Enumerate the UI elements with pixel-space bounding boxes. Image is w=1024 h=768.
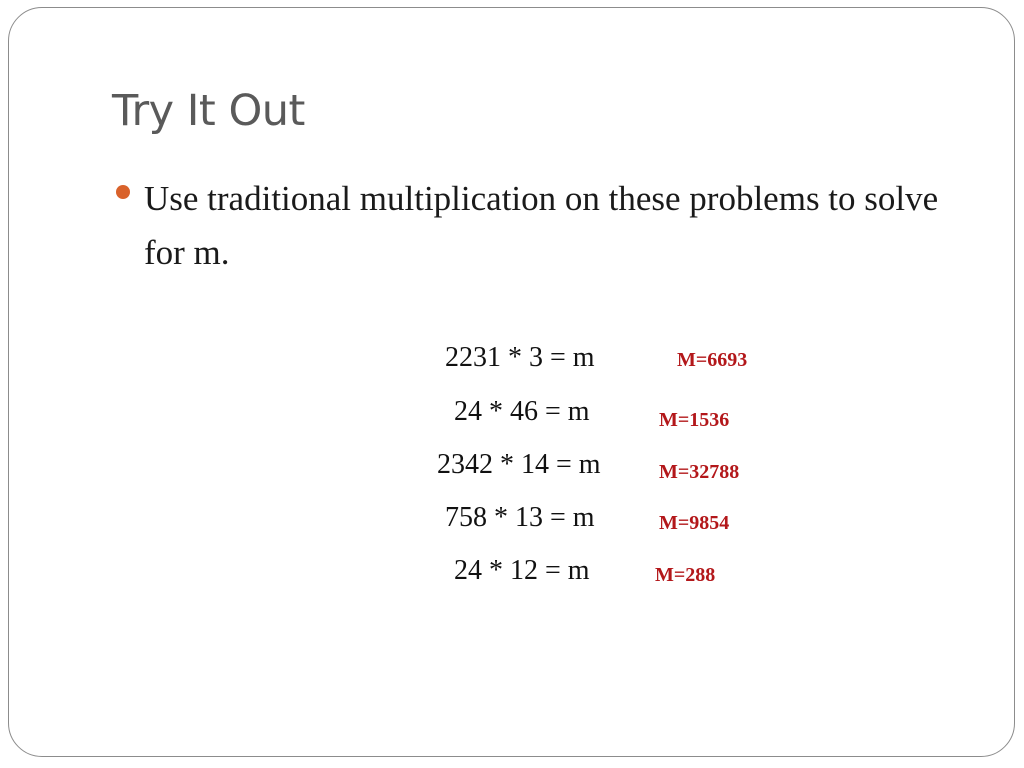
problem-equation-2: 24 * 46 = m bbox=[454, 396, 590, 427]
problem-equation-1: 2231 * 3 = m bbox=[445, 342, 595, 373]
bullet-text: Use traditional multiplication on these problems to solve for m. bbox=[144, 179, 939, 272]
bullet-dot-icon bbox=[116, 185, 130, 199]
problem-answer-3: M=32788 bbox=[659, 461, 740, 483]
problem-answer-2: M=1536 bbox=[659, 409, 730, 431]
problem-answer-5: M=288 bbox=[655, 564, 716, 586]
problem-equation-5: 24 * 12 = m bbox=[454, 555, 590, 586]
problem-answer-1: M=6693 bbox=[677, 349, 748, 371]
slide-title: Try It Out bbox=[112, 86, 305, 136]
problem-equation-3: 2342 * 14 = m bbox=[437, 449, 601, 480]
problem-answer-4: M=9854 bbox=[659, 512, 730, 534]
problem-equation-4: 758 * 13 = m bbox=[445, 502, 595, 533]
